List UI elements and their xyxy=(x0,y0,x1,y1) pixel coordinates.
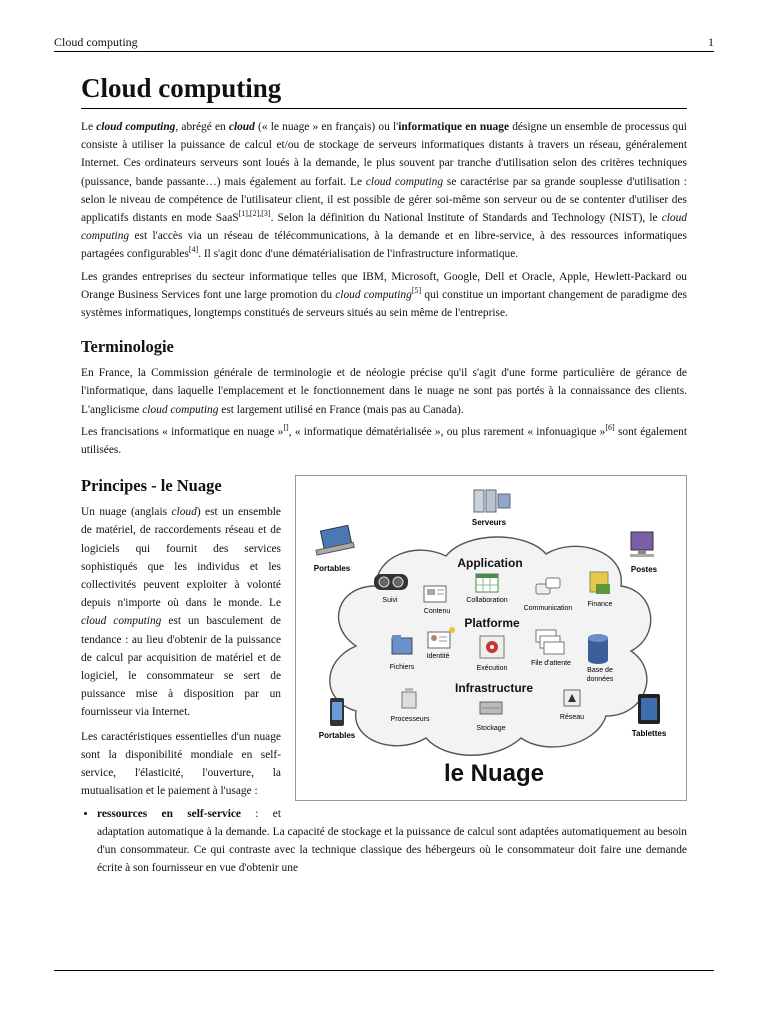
text-run: informatique en nuage xyxy=(398,121,510,133)
finance-icon xyxy=(590,572,610,594)
text-run: est l'accès via un réseau de télécommunications, à la demande et en libre-service, à des ressources informatiques partagées configurables xyxy=(81,230,687,261)
storage-icon xyxy=(480,702,502,714)
text-run: se caractérise par sa grande souplesse d'utilisation : selon le niveau de compétence de l'utilisateur client, il est possible de gérer soi-même son serveur ou de se contenter d'utiliser des applicatifs distants en mode SaaS xyxy=(81,175,687,225)
list-item xyxy=(97,805,687,878)
text-run: cloud xyxy=(171,506,197,519)
fichiers-label: Fichiers xyxy=(389,664,415,672)
text-run: ) est un ensemble de matériel, de raccordements réseau et de logiciels qui fournit des services sophistiqués que les individus et les collectivités peuvent exploiter à volonté depuis n'importe où dans le monde. Le xyxy=(81,506,281,610)
citation-ref[interactable]: [4] xyxy=(188,245,199,255)
finance-label: Finance xyxy=(587,601,613,609)
text-run: Un nuage (anglais xyxy=(81,506,172,519)
identite-label: Identité xyxy=(426,653,450,661)
base-donnees-label-1: Base de xyxy=(587,667,613,675)
portables-bottom-label: Portables xyxy=(318,731,356,741)
text-run: Le xyxy=(81,121,97,133)
layer-application-label: Application xyxy=(457,556,523,571)
portables-top-label: Portables xyxy=(313,564,351,574)
citation-ref[interactable]: [1],[2],[3] xyxy=(238,209,271,219)
database-icon xyxy=(588,634,608,664)
desktop-icon xyxy=(630,532,654,557)
gauge-icon xyxy=(374,574,408,590)
text-run: est largement utilisé en France (mais pas au Canada). xyxy=(218,403,464,416)
processeurs-label: Processeurs xyxy=(390,716,430,724)
intro-paragraph-2 xyxy=(81,268,687,323)
running-title: Cloud computing xyxy=(54,35,138,49)
text-run: , « informatique dématérialisée », ou plus rarement « infonuagique » xyxy=(288,425,606,438)
page-number: 1 xyxy=(708,35,714,49)
text-run: cloud computing xyxy=(81,212,687,243)
postes-label: Postes xyxy=(630,565,658,575)
reseau-label: Réseau xyxy=(559,714,585,722)
calendar-icon xyxy=(476,574,498,592)
intro-paragraph-1 xyxy=(81,118,687,264)
text-run: Les grandes entreprises du secteur informatique telles que IBM, Microsoft, Google, Dell et Oracle, Apple, Hewlett-Packard ou Orange Business Services font une large promotion du xyxy=(81,270,687,301)
citation-ref[interactable]: [6] xyxy=(605,423,615,433)
citation-ref[interactable]: [] xyxy=(283,423,289,433)
page-title: Cloud computing xyxy=(81,71,687,109)
text-run: . Selon la définition du National Institute of Standards and Technology (NIST), le xyxy=(270,212,662,225)
execution-label: Exécution xyxy=(476,665,508,673)
principes-paragraph-2: Les caractéristiques essentielles d'un nuage sont la disponibilité mondiale en self-service, l'élasticité, l'ouverture, la mutualisation et le paiement à l'usage : xyxy=(81,730,281,798)
collaboration-label: Collaboration xyxy=(466,597,508,605)
text-run: cloud computing xyxy=(335,288,412,301)
text-run: cloud computing xyxy=(365,175,444,188)
text-run: désigne un ensemble de processus qui consiste à utiliser la puissance de calcul et/ou de stockage de serveurs informatiques distants à travers un réseau, généralement Internet. Ces ordinateurs serveurs sont loués à la demande, le plus souvent par tranche d'utilisation selon des critères techniques (puissance, bande passante…) mais également au forfait. Le xyxy=(81,121,687,188)
execution-icon xyxy=(480,636,504,658)
characteristics-list xyxy=(81,805,687,878)
text-run: . Il s'agit donc d'une dématérialisation de l'infrastructure informatique. xyxy=(198,248,519,261)
suivi-label: Suivi xyxy=(382,597,398,605)
terminologie-paragraph-1 xyxy=(81,364,687,419)
section-heading-principes: Principes - le Nuage xyxy=(81,476,222,496)
text-run: Les francisations « informatique en nuage » xyxy=(81,425,284,438)
cloud-diagram-figure xyxy=(295,475,687,801)
terminologie-paragraph-2 xyxy=(81,423,687,459)
text-run: (« le nuage » en français) ou l' xyxy=(254,121,399,133)
file-attente-label: File d'attente xyxy=(531,660,571,668)
text-run: cloud xyxy=(228,121,255,133)
folder-icon xyxy=(392,635,412,654)
communication-label: Communication xyxy=(523,605,573,613)
laptop-icon xyxy=(316,526,354,556)
footer-rule xyxy=(54,970,714,971)
contenu-label: Contenu xyxy=(423,608,451,616)
section-heading-terminologie: Terminologie xyxy=(81,337,174,357)
serveurs-label: Serveurs xyxy=(471,518,507,528)
tablet-icon xyxy=(638,694,660,724)
text-run: est un basculement de tendance : au lieu d'obtenir de la puissance de calcul par acquisition de matériel et de logiciel, le consommateur se sert de puissance mise à disposition par un fournisseur via Internet. xyxy=(81,615,281,719)
text-run: cloud computing xyxy=(96,121,176,133)
serveurs-icon xyxy=(474,490,510,512)
text-run: sont également utilisées. xyxy=(81,425,687,457)
tablettes-label: Tablettes xyxy=(631,729,667,739)
list-item-term: ressources en self-service xyxy=(97,807,241,820)
text-run: qui constitue un important changement de paradigme des systèmes informatiques, longtemps constitués de serveurs situés au sein même de l'entreprise. xyxy=(81,288,687,320)
text-run: , abrégé en xyxy=(175,121,229,133)
list-item-text: : et adaptation automatique à la demande. La capacité de stockage et la puissance de calcul sont adaptées automatiquement au besoin d'un consommateur. Ce qui contraste avec la technique classique des hébergeurs où le consommateur doit faire une demande écrite à son fournisseur en vue d'obtenir une xyxy=(97,807,687,875)
cloud-diagram xyxy=(296,476,686,800)
running-header xyxy=(54,35,714,52)
text-run: cloud computing xyxy=(81,615,162,628)
figure-caption: le Nuage xyxy=(443,760,545,788)
layer-platform-label: Platforme xyxy=(464,616,520,631)
network-icon xyxy=(564,690,580,706)
layer-infrastructure-label: Infrastructure xyxy=(454,681,534,696)
base-donnees-label-2: données xyxy=(586,676,614,684)
phone-icon xyxy=(330,698,344,726)
citation-ref[interactable]: [5] xyxy=(411,286,422,296)
content-icon xyxy=(424,586,446,602)
text-run: En France, la Commission générale de terminologie et de néologie précise qu'il s'agit d'une forme particulière de gérance de l'informatique, dans laquelle l'emplacement et le fonctionnement dans le nuage ne sont pas portés à la connaissance des clients. L'anglicisme xyxy=(81,367,687,416)
text-run: cloud computing xyxy=(142,403,219,416)
article-body xyxy=(81,71,687,877)
stockage-label: Stockage xyxy=(476,725,506,733)
